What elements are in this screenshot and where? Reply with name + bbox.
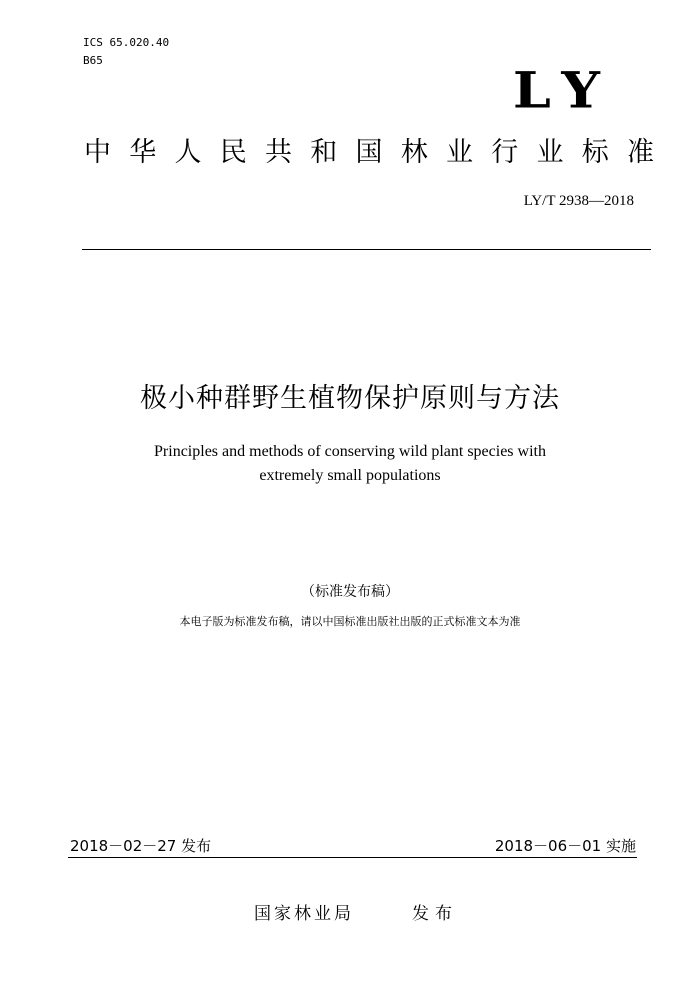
issuing-authority: 国家林业局 xyxy=(254,904,354,924)
english-title-line-1: Principles and methods of conserving wild plant species with xyxy=(154,443,546,460)
english-title-line-2: extremely small populations xyxy=(259,467,441,484)
header-divider xyxy=(82,249,651,250)
organization-title: 中华人民共和国林业行业标准 xyxy=(84,137,656,168)
electronic-version-note: 本电子版为标准发布稿，请以中国标准出版社出版的正式标准文本为准 xyxy=(179,615,521,628)
issue-date: 2018－02－27 发布 xyxy=(70,837,212,855)
ly-logo: LY xyxy=(512,60,614,120)
ics-code: ICS 65.020.40 xyxy=(83,36,170,49)
draft-status-label: （标准发布稿） xyxy=(301,584,399,600)
implementation-date: 2018－06－01 实施 xyxy=(494,837,636,855)
document-title-english xyxy=(100,440,600,488)
issued-label: 发布 xyxy=(412,904,458,924)
standard-number: LY/T 2938—2018 xyxy=(523,193,634,209)
document-title-chinese: 极小种群野生植物保护原则与方法 xyxy=(140,383,560,414)
classification-code: B65 xyxy=(83,54,103,67)
footer-divider xyxy=(68,857,637,858)
